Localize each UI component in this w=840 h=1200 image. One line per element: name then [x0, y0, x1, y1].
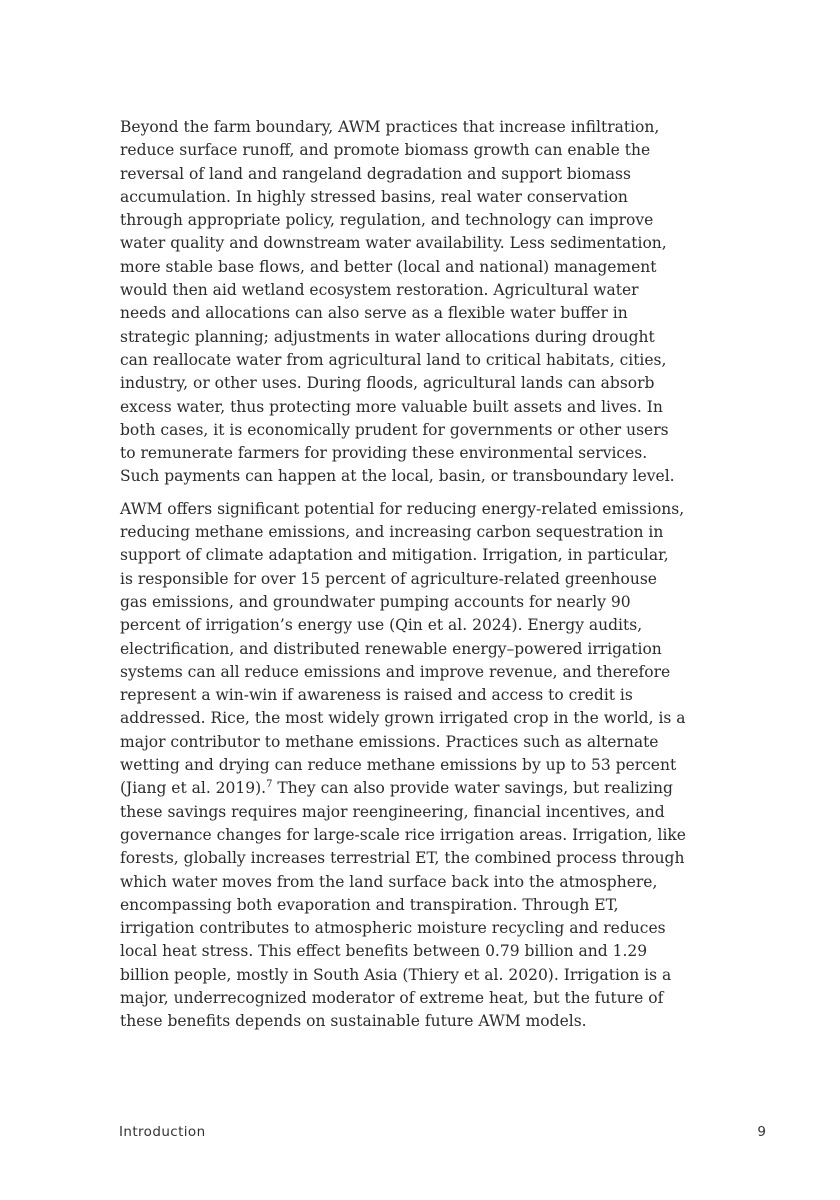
body-text	[120, 116, 686, 1043]
page-number: 9	[757, 1124, 766, 1140]
paragraph-emissions	[120, 498, 686, 1034]
footer-section-label: Introduction	[119, 1124, 206, 1140]
paragraph-2-text-b: They can also provide water savings, but realizing these savings requires major reengineering, financial incentives, and governance changes for large-scale rice irrigation areas. Irrigation, like forests, globally increases terrestrial ET, the combined process through which water moves from the land surface back into the atmosphere, encompassing both evaporation and transpiration. Through ET, irrigation contributes to atmospheric moisture recycling and reduces local heat stress. This effect benefits between 0.79 billion and 1.29 billion people, mostly in South Asia (Thiery et al. 2020). Irrigation is a major, underrecognized moderator of extreme heat, but the future of these benefits depends on sustainable future AWM models.	[120, 779, 686, 1031]
paragraph-water-conservation	[120, 116, 686, 489]
footnote-reference[interactable]: 7	[266, 779, 273, 791]
paragraph-2-text-a: AWM offers significant potential for reducing energy-related emissions, reducing methane emissions, and increasing carbon sequestration in support of climate adaptation and mitigation. Irrigation, in particular, is responsible for over 15 percent of agriculture-related greenhouse gas emissions, and groundwater pumping accounts for nearly 90 percent of irrigation’s energy use (Qin et al. 2024). Energy audits, electrification, and distributed renewable energy–powered irrigation systems can all reduce emissions and improve revenue, and therefore represent a win-win if awareness is raised and access to credit is addressed. Rice, the most widely grown irrigated crop in the world, is a major contributor to methane emissions. Practices such as alternate wetting and drying can reduce methane emissions by up to 53 percent (Jiang et al. 2019).	[120, 499, 686, 798]
paragraph-1-text: Beyond the farm boundary, AWM practices that increase infiltration, reduce surface runoff, and promote biomass growth can enable the reversal of land and rangeland degradation and support biomass accumulation. In highly stressed basins, real water conservation through appropriate policy, regulation, and technology can improve water quality and downstream water availability. Less sedimentation, more stable base flows, and better (local and national) management would then aid wetland ecosystem restoration. Agricultural water needs and allocations can also serve as a flexible water buffer in strategic planning; adjustments in water allocations during drought can reallocate water from agricultural land to critical habitats, cities, industry, or other uses. During floods, agricultural lands can absorb excess water, thus protecting more valuable built assets and lives. In both cases, it is economically prudent for governments or other users to remunerate farmers for providing these environmental services. Such payments can happen at the local, basin, or transboundary level.	[120, 118, 675, 486]
